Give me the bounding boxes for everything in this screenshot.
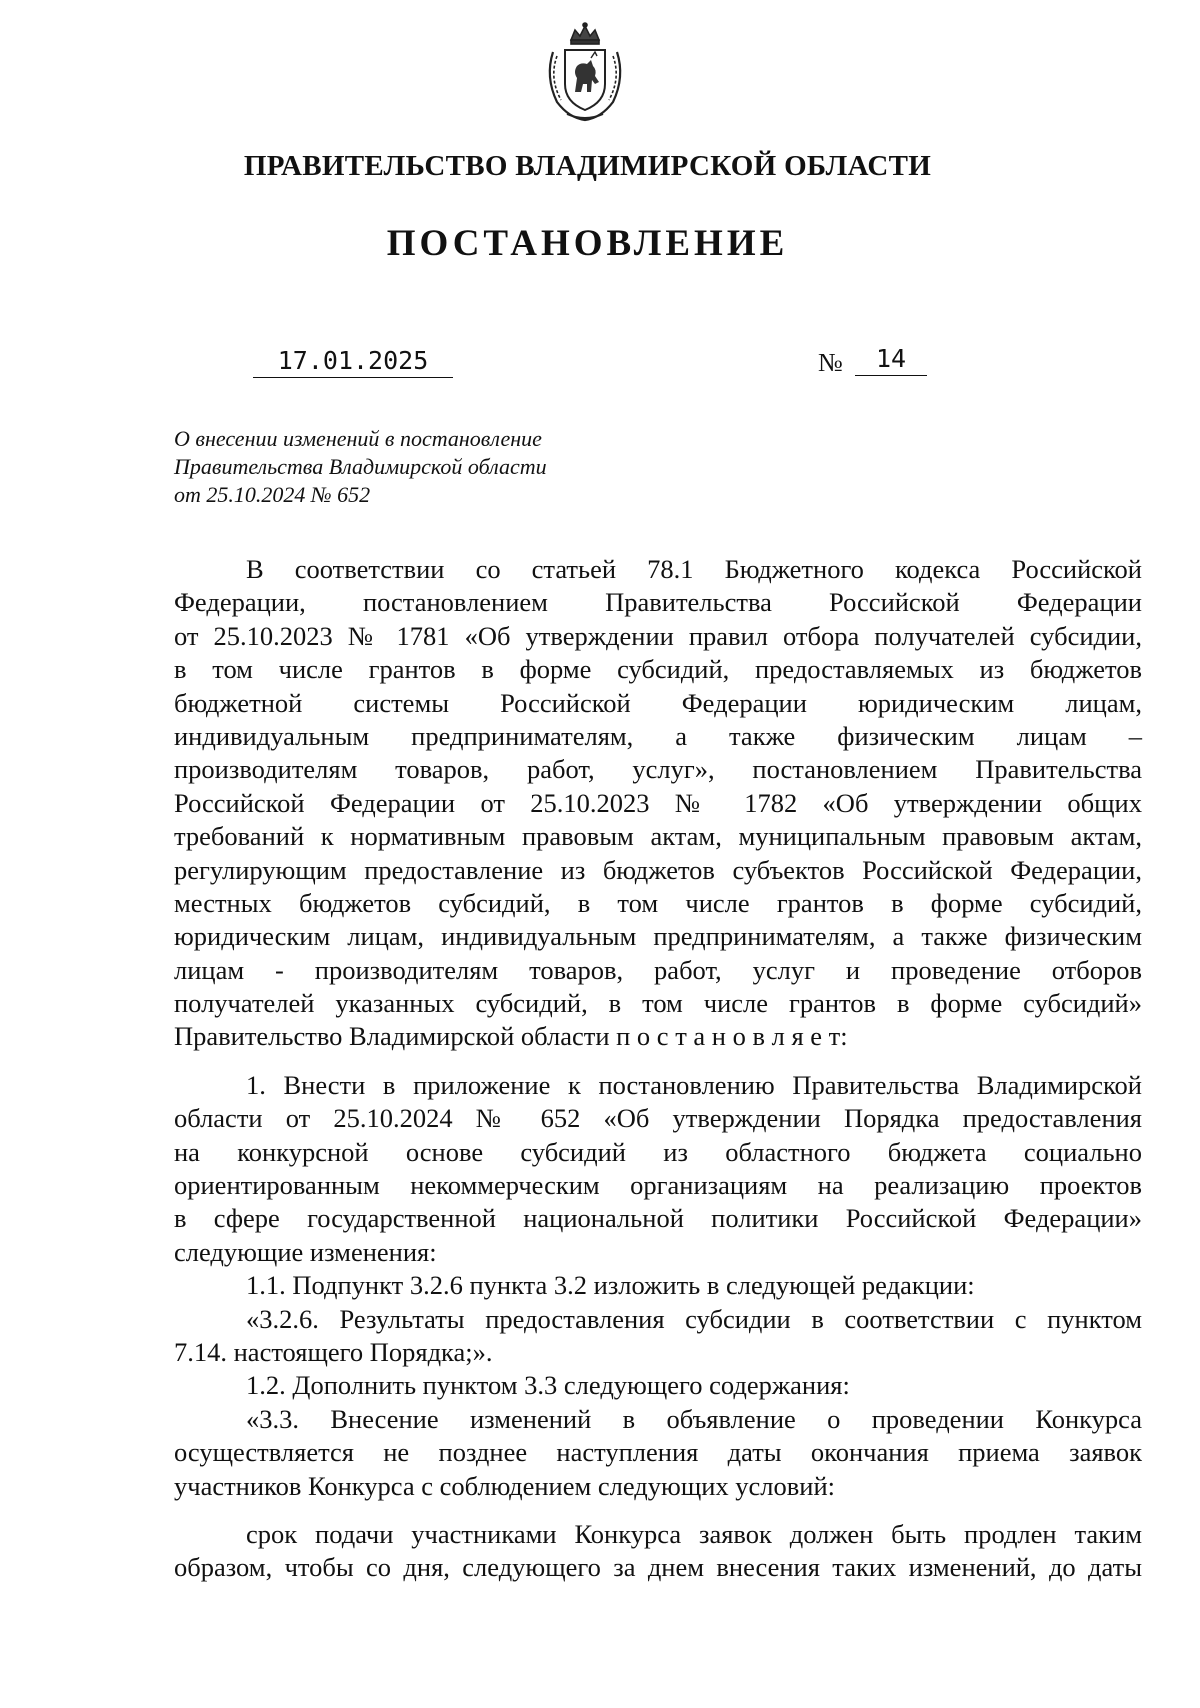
body-line: на конкурсной основе субсидий из областного бюджета социально bbox=[174, 1136, 1142, 1167]
body-line: производителям товаров, работ, услуг», постановлением Правительства bbox=[174, 754, 1142, 785]
body-line: 7.14. настоящего Порядка;». bbox=[174, 1336, 493, 1367]
body-line: бюджетной системы Российской Федерации юридическим лицам, bbox=[174, 687, 1142, 718]
body-line: получателей указанных субсидий, в том числе грантов в форме субсидий» bbox=[174, 988, 1142, 1019]
body-line: от 25.10.2023 № 1781 «Об утверждении правил отбора получателей субсидии, bbox=[174, 620, 1142, 651]
organization-title: ПРАВИТЕЛЬСТВО ВЛАДИМИРСКОЙ ОБЛАСТИ bbox=[243, 150, 932, 182]
body-line: 1.2. Дополнить пунктом 3.3 следующего содержания: bbox=[246, 1370, 850, 1401]
document-body bbox=[174, 553, 1142, 1585]
body-line: 1.1. Подпункт 3.2.6 пункта 3.2 изложить в следующей редакции: bbox=[246, 1270, 975, 1301]
body-line: Федерации, постановлением Правительства Российской Федерации bbox=[174, 587, 1142, 618]
body-line: срок подачи участниками Конкурса заявок должен быть продлен таким bbox=[246, 1518, 1142, 1549]
body-line: регулирующим предоставление из бюджетов субъектов Российской Федерации, bbox=[174, 854, 1142, 885]
body-line: области от 25.10.2024 № 652 «Об утверждении Порядка предоставления bbox=[174, 1103, 1142, 1134]
body-line: ориентированным некоммерческим организациям на реализацию проектов bbox=[174, 1170, 1142, 1201]
subject-line: О внесении изменений в постановление bbox=[174, 426, 542, 451]
body-line: в сфере государственной национальной политики Российской Федерации» bbox=[174, 1203, 1142, 1234]
body-line: индивидуальным предпринимателям, а также физическим лицам – bbox=[174, 720, 1142, 751]
document-type-title: ПОСТАНОВЛЕНИЕ bbox=[386, 223, 789, 264]
body-line: следующие изменения: bbox=[174, 1236, 437, 1267]
body-line: образом, чтобы со дня, следующего за днем внесения таких изменений, до даты bbox=[174, 1552, 1142, 1583]
document-date: 17.01.2025 bbox=[253, 346, 453, 378]
body-line: осуществляется не позднее наступления даты окончания приема заявок bbox=[174, 1437, 1142, 1468]
body-line: участников Конкурса с соблюдением следующих условий: bbox=[174, 1470, 835, 1501]
document-subject bbox=[174, 425, 614, 509]
subject-line: от 25.10.2024 № 652 bbox=[174, 482, 371, 507]
body-line: юридическим лицам, индивидуальным предпринимателям, а также физическим bbox=[174, 921, 1142, 952]
body-line: 1. Внести в приложение к постановлению Правительства Владимирской bbox=[246, 1069, 1142, 1100]
body-line: лицам - производителям товаров, работ, услуг и проведение отборов bbox=[174, 954, 1142, 985]
subject-line: Правительства Владимирской области bbox=[174, 454, 547, 479]
body-line: местных бюджетов субсидий, в том числе грантов в форме субсидий, bbox=[174, 887, 1142, 918]
body-line: «3.3. Внесение изменений в объявление о проведении Конкурса bbox=[246, 1403, 1142, 1434]
body-line: требований к нормативным правовым актам, муниципальным правовым актам, bbox=[174, 821, 1142, 852]
body-line: в том числе грантов в форме субсидий, предоставляемых из бюджетов bbox=[174, 654, 1142, 685]
body-line: В соответствии со статьей 78.1 Бюджетного кодекса Российской bbox=[246, 554, 1142, 584]
coat-of-arms-icon bbox=[537, 22, 633, 122]
body-line: «3.2.6. Результаты предоставления субсидии в соответствии с пунктом bbox=[246, 1303, 1142, 1334]
number-sign: № bbox=[818, 348, 843, 377]
body-line: Правительство Владимирской области п о с т а н о в л я е т: bbox=[174, 1021, 848, 1052]
document-number: 14 bbox=[855, 344, 927, 376]
body-line: Российской Федерации от 25.10.2023 № 1782 «Об утверждении общих bbox=[174, 787, 1142, 818]
